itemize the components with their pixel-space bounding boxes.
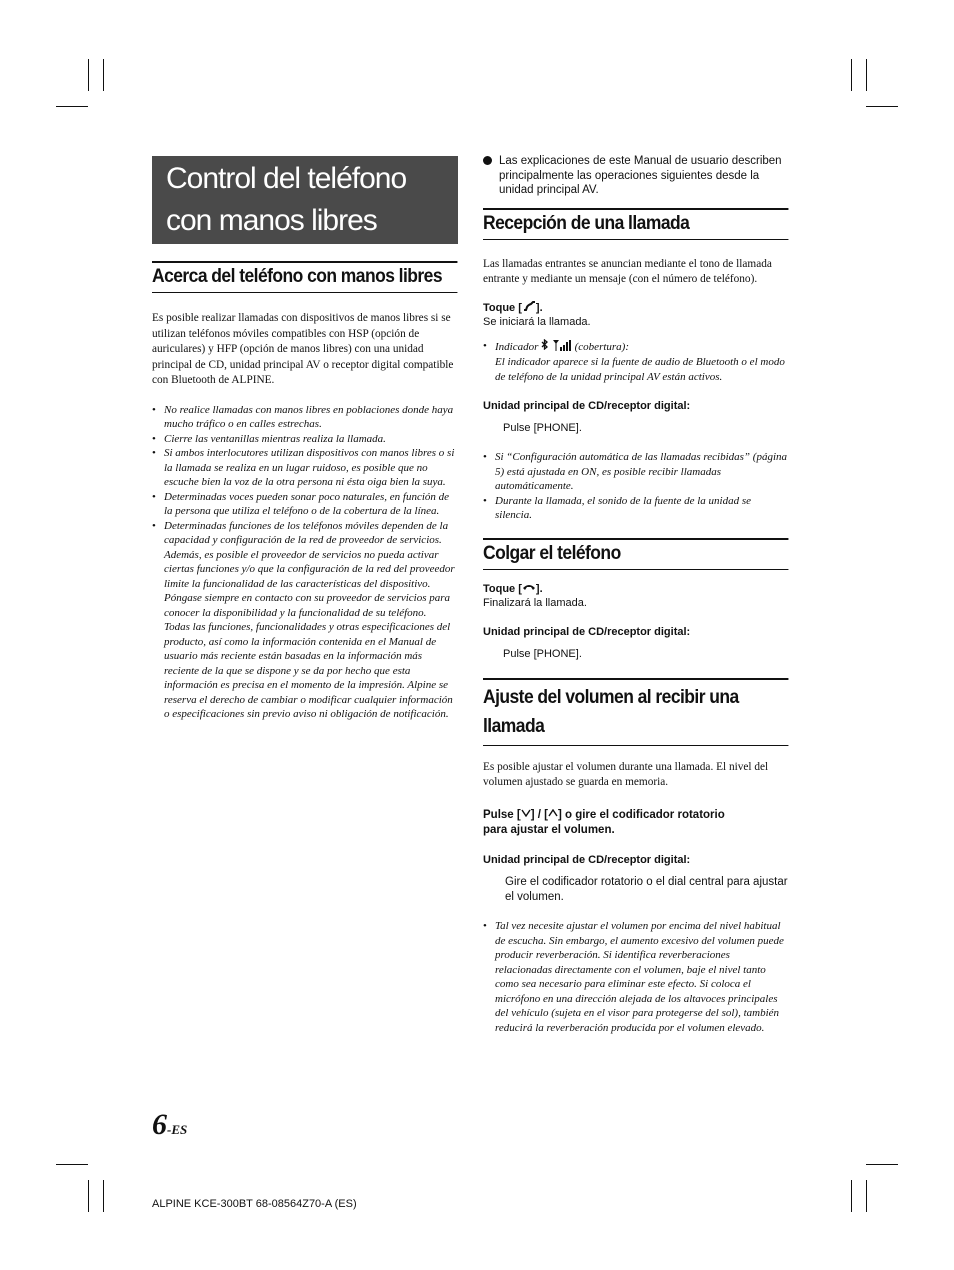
crop-mark bbox=[866, 106, 898, 107]
reception-notes-list bbox=[483, 450, 789, 523]
crop-mark bbox=[88, 1180, 89, 1212]
chevron-up-icon bbox=[548, 807, 558, 823]
page-number: 6-ES bbox=[152, 1108, 188, 1141]
section-heading-volume: Ajuste del volumen al recibir una llamada bbox=[483, 678, 789, 746]
note-item: • No realice llamadas con manos libres en poblaciones donde haya mucho tráfico o en calles estrechas. bbox=[152, 403, 458, 432]
volume-note bbox=[483, 919, 789, 1035]
note-item: • Durante la llamada, el sonido de la fuente de la unidad se silencia. bbox=[483, 494, 789, 523]
unit-label: Unidad principal de CD/receptor digital: bbox=[483, 625, 691, 638]
crop-mark bbox=[851, 59, 852, 91]
phone-hangup-icon bbox=[522, 582, 536, 596]
volume-unit-instruction: Gire el codificador rotatorio o el dial central para ajustar el volumen. bbox=[505, 876, 788, 904]
crop-mark bbox=[866, 1164, 898, 1165]
chevron-down-icon bbox=[521, 807, 531, 823]
crop-mark bbox=[866, 59, 867, 91]
chapter-title bbox=[152, 156, 458, 244]
crop-mark bbox=[866, 1180, 867, 1212]
unit-label: Unidad principal de CD/receptor digital: bbox=[483, 854, 691, 867]
section-heading-reception: Recepción de una llamada bbox=[483, 208, 789, 240]
crop-mark bbox=[103, 59, 104, 91]
press-phone-instruction: Pulse [PHONE]. bbox=[503, 647, 582, 660]
touch-answer-result: Se iniciará la llamada. bbox=[483, 315, 591, 328]
footer-text: ALPINE KCE-300BT 68-08564Z70-A (ES) bbox=[152, 1198, 357, 1210]
rotary-encoder-term: codificador rotatorio bbox=[542, 876, 644, 889]
chapter-title-line2: con manos libres bbox=[166, 204, 377, 237]
about-notes-list bbox=[152, 403, 458, 722]
bluetooth-icon bbox=[541, 339, 549, 355]
volume-instruction: Pulse [ ] / [ ] o gire el codificador rotatorio para ajustar el volumen. bbox=[483, 808, 725, 836]
note-item: • Determinadas voces pueden sonar poco naturales, en función de la persona que utiliza el teléfono o de la cobertura de la línea. bbox=[152, 490, 458, 519]
indicator-note: • Indicador (cobertura): El indicador aparece si la fuente de audio de Bluetooth o el modo de teléfono de la unidad principal AV están activos. bbox=[483, 339, 789, 385]
phone-answer-icon bbox=[522, 301, 536, 315]
touch-hangup-result: Finalizará la llamada. bbox=[483, 596, 587, 609]
press-phone-instruction: Pulse [PHONE]. bbox=[503, 422, 582, 435]
about-intro: Es posible realizar llamadas con dispositivos de manos libres si se utilizan teléfonos móviles compatibles con HSP (opción de auriculares) y HFP (opción de manos libres) con una unidad principal de CD, unidad principal AV o receptor digital compatible con Bluetooth de ALPINE. bbox=[152, 312, 454, 386]
crop-mark bbox=[56, 1164, 88, 1165]
phone-key: [PHONE] bbox=[533, 647, 579, 660]
rotary-encoder-term: codificador rotatorio bbox=[612, 808, 725, 821]
touch-answer-instruction: Toque [ ]. bbox=[483, 301, 543, 314]
note-text: Determinadas funciones de los teléfonos móviles dependen de la capacidad y configuración de la red de proveedor de servicios. Además, es posible el proveedor de servicios no pueda activar ciertas funciones y/o que la configuración de la red del proveedor limite la funcionalidad de las características del dispositivo. Póngase siempre en contacto con su proveedor de servicios para conocer la disponibilidad y la funcionalidad de su teléfono. bbox=[164, 519, 455, 619]
reception-intro: Las llamadas entrantes se anuncian mediante el tono de llamada entrante y mediante un mensaje (con el número de teléfono). bbox=[483, 257, 772, 285]
crop-mark bbox=[103, 1180, 104, 1212]
bullet-dot-icon bbox=[483, 156, 492, 165]
note-item: • Tal vez necesite ajustar el volumen por encima del nivel habitual de escucha. Sin embargo, el aumento excesivo del volumen puede producir reverberación. Si identifica reverberaciones relacionadas directamente con el volumen, baje el nivel tanto como sea necesario para eliminar este efecto. Si coloca el micrófono en una dirección alejada de los altavoces principales del vehículo (sujeta en el visor para protegerse del sol), también reducirá la reverberación producida por el volumen elevado. bbox=[483, 919, 789, 1035]
section-heading-hangup: Colgar el teléfono bbox=[483, 538, 789, 570]
note-item bbox=[152, 519, 458, 722]
crop-mark bbox=[851, 1180, 852, 1212]
note-text: Todas las funciones, funcionalidades y otras especificaciones del producto, así como la información contenida en el Manual de usuario más reciente están basadas en la información más reciente de la que se dispone y se da por hecho que esta información es precisa en el momento de la impresión. Alpine se reserva el derecho de cambiar o modificar cualquier información o especificaciones sin previo aviso ni obligación de notificación. bbox=[164, 621, 453, 720]
section-heading-about: Acerca del teléfono con manos libres bbox=[152, 261, 458, 293]
phone-key: [PHONE] bbox=[533, 422, 579, 435]
signal-strength-icon bbox=[552, 339, 572, 356]
chapter-title-line1: Control del teléfono bbox=[166, 162, 407, 195]
top-note: Las explicaciones de este Manual de usuario describen principalmente las operaciones siguientes desde la unidad principal AV. bbox=[483, 154, 789, 198]
touch-hangup-instruction: Toque [ ]. bbox=[483, 582, 543, 595]
note-item: • Si “Configuración automática de las llamadas recibidas” (página 5) está ajustada en ON, es posible recibir llamadas automáticamente. bbox=[483, 450, 789, 494]
volume-intro: Es posible ajustar el volumen durante una llamada. El nivel del volumen ajustado se guarda en memoria. bbox=[483, 760, 769, 789]
crop-mark bbox=[88, 59, 89, 91]
crop-mark bbox=[56, 106, 88, 107]
unit-label: Unidad principal de CD/receptor digital: bbox=[483, 400, 691, 413]
right-column bbox=[483, 154, 789, 1035]
note-item: • Cierre las ventanillas mientras realiza la llamada. bbox=[152, 432, 458, 447]
note-item: • Si ambos interlocutores utilizan dispositivos con manos libres o si la llamada se realiza en un lugar ruidoso, es posible que no escuche bien la voz de la otra persona ni ésta oiga bien la suya. bbox=[152, 446, 458, 490]
left-column bbox=[152, 156, 458, 722]
center-dial-term: dial central bbox=[668, 876, 724, 889]
